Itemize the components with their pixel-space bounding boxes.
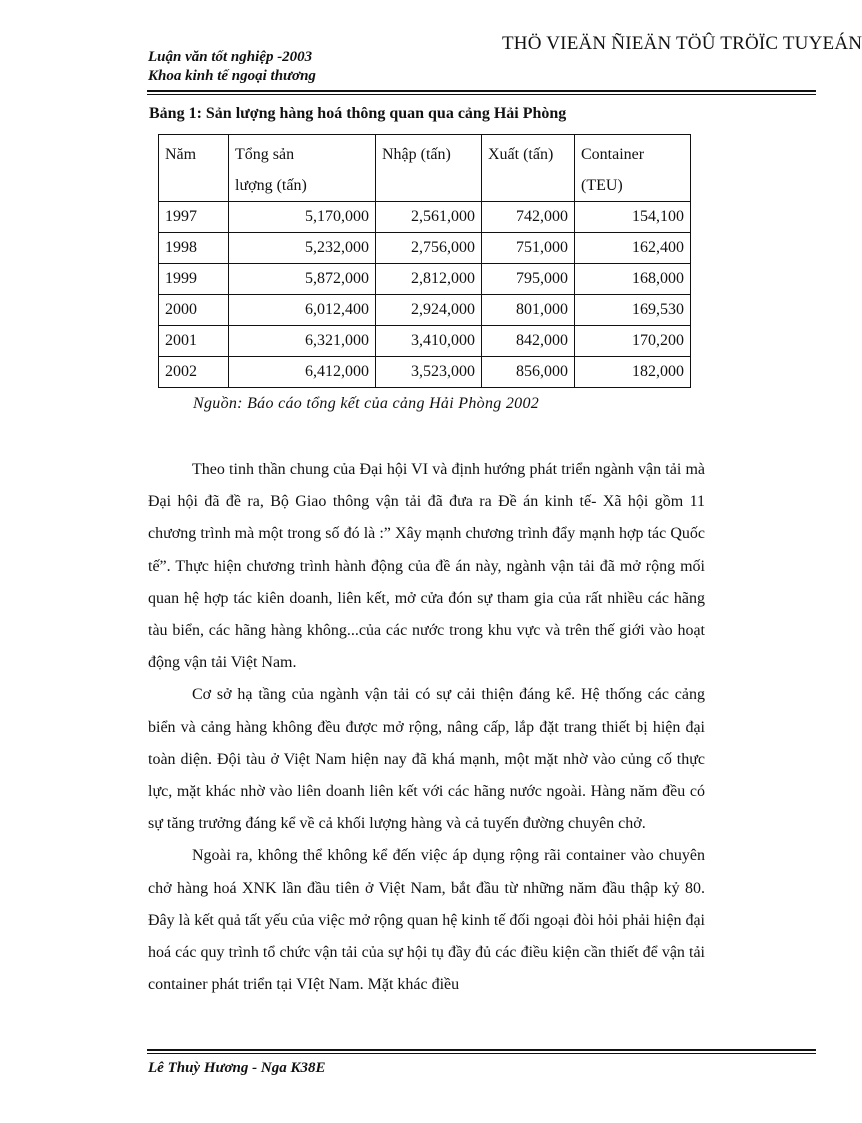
col-header-container: Container (TEU) [575,135,691,202]
cell-export: 842,000 [482,326,575,357]
cell-import: 2,924,000 [376,295,482,326]
cell-container: 168,000 [575,264,691,295]
cell-export: 795,000 [482,264,575,295]
cell-import: 2,561,000 [376,202,482,233]
footer-author: Lê Thuỳ Hương - Nga K38E [148,1060,326,1076]
cell-container: 169,530 [575,295,691,326]
cell-export: 801,000 [482,295,575,326]
faculty-line: Khoa kinh tế ngoại thương [148,68,316,84]
cell-year: 1998 [159,233,229,264]
col-header-import: Nhập (tấn) [376,135,482,202]
library-banner: THÖ VIEÄN ÑIEÄN TÖÛ TRÖÏC TUYEÁN [502,33,862,54]
cell-export: 751,000 [482,233,575,264]
cell-year: 1999 [159,264,229,295]
body-text [148,454,705,1001]
cell-total: 5,872,000 [229,264,376,295]
table-title: Bảng 1: Sản lượng hàng hoá thông quan qua cảng Hải Phòng [149,105,567,122]
footer-rule [147,1049,816,1054]
cell-container: 182,000 [575,357,691,388]
table-row [159,264,691,295]
cell-import: 2,812,000 [376,264,482,295]
header-rule [147,90,816,95]
cell-year: 2001 [159,326,229,357]
paragraph: Cơ sở hạ tầng của ngành vận tải có sự cải thiện đáng kể. Hệ thống các cảng biển và cảng hàng không đều được mở rộng, nâng cấp, lắp đặt trang thiết bị hiện đại toàn diện. Đội tàu ở Việt Nam hiện nay đã khá mạnh, một mặt nhờ vào củng cố thực lực, mặt khác nhờ vào liên doanh liên kết với các hãng nước ngoài. Hàng năm đều có sự tăng trưởng đáng kể về cả khối lượng hàng và cả tuyến đường chuyên chở. [148,686,705,833]
cell-export: 742,000 [482,202,575,233]
cell-total: 5,232,000 [229,233,376,264]
table-row [159,295,691,326]
throughput-table [158,134,691,388]
cell-year: 2000 [159,295,229,326]
table-header-row [159,135,691,202]
cell-year: 2002 [159,357,229,388]
thesis-line: Luận văn tốt nghiệp -2003 [148,49,313,65]
col-header-total: Tổng sản lượng (tấn) [229,135,376,202]
cell-total: 6,412,000 [229,357,376,388]
table-row [159,357,691,388]
cell-container: 162,400 [575,233,691,264]
cell-container: 154,100 [575,202,691,233]
cell-year: 1997 [159,202,229,233]
paragraph: Ngoài ra, không thể không kể đến việc áp dụng rộng rãi container vào chuyên chở hàng hoá XNK lần đầu tiên ở Việt Nam, bắt đầu từ những năm đầu thập kỷ 80. Đây là kết quả tất yếu của việc mở rộng quan hệ kinh tế đối ngoại đòi hỏi phải hiện đại hoá các quy trình tổ chức vận tải của sự hội tụ đầy đủ các điều kiện cần thiết để vận tải container phát triển tại VIệt Nam. Mặt khác điều [148,847,705,994]
cell-total: 6,012,400 [229,295,376,326]
cell-import: 2,756,000 [376,233,482,264]
paragraph: Theo tinh thần chung của Đại hội VI và định hướng phát triển ngành vận tải mà Đại hội đã đề ra, Bộ Giao thông vận tải đã đưa ra Đề án kinh tế- Xã hội gồm 11 chương trình mà một trong số đó là :” Xây mạnh chương trình đẩy mạnh hợp tác Quốc tế”. Thực hiện chương trình hành động của đề án này, ngành vận tải đã mở rộng mối quan hệ hợp tác kiên doanh, liên kết, mở cửa đón sự tham gia của rất nhiều các hãng tàu biển, các hãng hàng không...của các nước trong khu vực và trên thế giới vào hoạt động vận tải Việt Nam. [148,461,705,672]
cell-total: 6,321,000 [229,326,376,357]
table-source-note: Nguồn: Báo cáo tổng kết của cảng Hải Phòng 2002 [193,395,540,412]
col-header-year: Năm [159,135,229,202]
running-header [148,48,316,86]
cell-container: 170,200 [575,326,691,357]
cell-export: 856,000 [482,357,575,388]
table-row [159,326,691,357]
cell-total: 5,170,000 [229,202,376,233]
table-row [159,202,691,233]
cell-import: 3,410,000 [376,326,482,357]
col-header-export: Xuất (tấn) [482,135,575,202]
table-row [159,233,691,264]
cell-import: 3,523,000 [376,357,482,388]
